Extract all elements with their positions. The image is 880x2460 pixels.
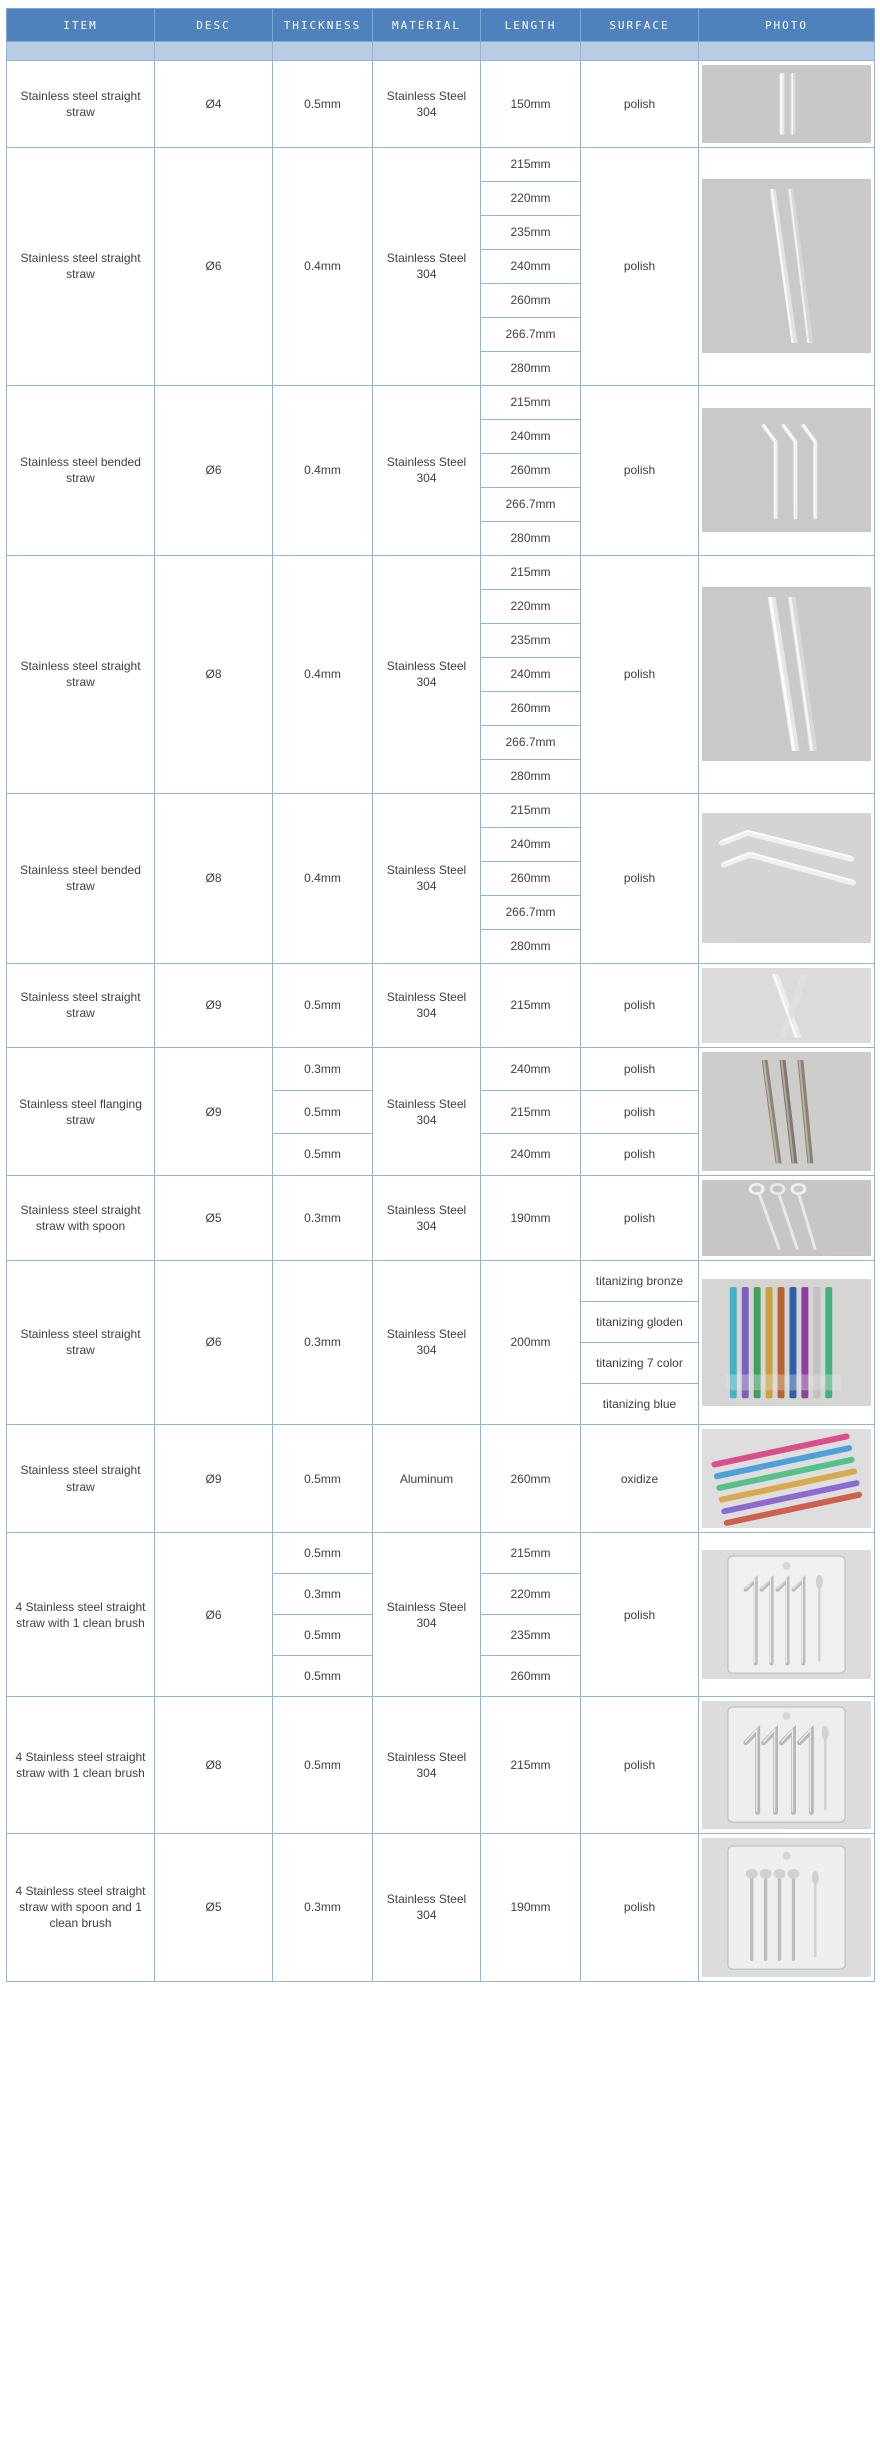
cell-length: 220mm <box>481 1574 581 1615</box>
cell-desc: Ø6 <box>155 1260 273 1424</box>
cell-material: Stainless Steel 304 <box>373 963 481 1048</box>
cell-thickness: 0.3mm <box>273 1260 373 1424</box>
cell-length: 215mm <box>481 385 581 419</box>
product-photo-long-straight-straws <box>702 179 871 353</box>
cell-length: 215mm <box>481 793 581 827</box>
cell-desc: Ø6 <box>155 385 273 555</box>
cell-desc: Ø9 <box>155 1424 273 1532</box>
cell-photo <box>699 61 875 148</box>
cell-photo <box>699 1533 875 1697</box>
cell-length: 190mm <box>481 1833 581 1981</box>
straw-illustration <box>702 408 871 532</box>
cell-material: Aluminum <box>373 1424 481 1532</box>
product-photo-thick-bended-straws <box>702 813 871 942</box>
product-photo-blister-pack-set <box>702 1550 871 1679</box>
cell-photo <box>699 1697 875 1833</box>
cell-surface: titanizing gloden <box>581 1301 699 1342</box>
cell-thickness: 0.5mm <box>273 1424 373 1532</box>
cell-thickness: 0.3mm <box>273 1574 373 1615</box>
cell-surface: polish <box>581 793 699 963</box>
cell-desc: Ø9 <box>155 1048 273 1176</box>
column-header-material: MATERIAL <box>373 9 481 42</box>
cell-thickness: 0.3mm <box>273 1176 373 1261</box>
table-row <box>7 147 875 181</box>
cell-material: Stainless Steel 304 <box>373 1048 481 1176</box>
band-cell <box>699 42 875 61</box>
cell-length: 266.7mm <box>481 317 581 351</box>
cell-photo <box>699 147 875 385</box>
product-photo-flanging-straws <box>702 1052 871 1171</box>
band-cell <box>7 42 155 61</box>
cell-thickness: 0.3mm <box>273 1833 373 1981</box>
band-cell <box>581 42 699 61</box>
spec-sheet <box>0 8 880 1996</box>
cell-item: Stainless steel straight straw <box>7 1260 155 1424</box>
cell-photo <box>699 1424 875 1532</box>
product-photo-blister-pack-set-thick <box>702 1701 871 1828</box>
cell-surface: polish <box>581 1090 699 1133</box>
cell-photo <box>699 1048 875 1176</box>
cell-length: 190mm <box>481 1176 581 1261</box>
cell-surface: polish <box>581 555 699 793</box>
cell-surface: polish <box>581 385 699 555</box>
cell-item: Stainless steel flanging straw <box>7 1048 155 1176</box>
cell-material: Stainless Steel 304 <box>373 1833 481 1981</box>
cell-thickness: 0.4mm <box>273 793 373 963</box>
cell-length: 240mm <box>481 1133 581 1176</box>
straw-illustration <box>702 813 871 942</box>
cell-item: Stainless steel bended straw <box>7 385 155 555</box>
straw-illustration <box>702 968 871 1044</box>
cell-material: Stainless Steel 304 <box>373 385 481 555</box>
cell-length: 240mm <box>481 249 581 283</box>
cell-surface: polish <box>581 1176 699 1261</box>
cell-desc: Ø6 <box>155 1533 273 1697</box>
cell-thickness: 0.4mm <box>273 555 373 793</box>
cell-thickness: 0.5mm <box>273 1615 373 1656</box>
cell-item: 4 Stainless steel straight straw with 1 clean brush <box>7 1697 155 1833</box>
cell-material: Stainless Steel 304 <box>373 147 481 385</box>
cell-surface: polish <box>581 147 699 385</box>
column-header-thickness: THICKNESS <box>273 9 373 42</box>
cell-desc: Ø6 <box>155 147 273 385</box>
cell-item: 4 Stainless steel straight straw with 1 clean brush <box>7 1533 155 1697</box>
table-row <box>7 555 875 589</box>
cell-item: Stainless steel straight straw <box>7 555 155 793</box>
cell-item: Stainless steel straight straw <box>7 147 155 385</box>
cell-length: 280mm <box>481 929 581 963</box>
straw-illustration <box>702 65 871 143</box>
cell-length: 235mm <box>481 623 581 657</box>
cell-length: 260mm <box>481 1656 581 1697</box>
blister-pack-illustration <box>702 1701 871 1828</box>
cell-desc: Ø5 <box>155 1176 273 1261</box>
cell-material: Stainless Steel 304 <box>373 61 481 148</box>
cell-length: 260mm <box>481 453 581 487</box>
column-header-desc: DESC <box>155 9 273 42</box>
table-row <box>7 963 875 1048</box>
band-cell <box>481 42 581 61</box>
cell-length: 215mm <box>481 963 581 1048</box>
cell-thickness: 0.4mm <box>273 385 373 555</box>
cell-thickness: 0.5mm <box>273 1656 373 1697</box>
blister-pack-illustration <box>702 1838 871 1977</box>
cell-item: 4 Stainless steel straight straw with spoon and 1 clean brush <box>7 1833 155 1981</box>
cell-length: 200mm <box>481 1260 581 1424</box>
cell-length: 215mm <box>481 1697 581 1833</box>
cell-desc: Ø8 <box>155 555 273 793</box>
cell-surface: titanizing blue <box>581 1383 699 1424</box>
cell-material: Stainless Steel 304 <box>373 793 481 963</box>
straw-illustration <box>702 179 871 353</box>
cell-material: Stainless Steel 304 <box>373 1533 481 1697</box>
product-photo-spoon-straws <box>702 1180 871 1256</box>
cell-material: Stainless Steel 304 <box>373 1697 481 1833</box>
sheet-bottom-spacer <box>0 1982 880 1996</box>
cell-thickness: 0.5mm <box>273 61 373 148</box>
cell-desc: Ø9 <box>155 963 273 1048</box>
cell-length: 215mm <box>481 1533 581 1574</box>
table-row <box>7 793 875 827</box>
cell-thickness: 0.3mm <box>273 1048 373 1091</box>
product-photo-aluminum-colored-straws <box>702 1429 871 1528</box>
header-accent-band <box>7 42 875 61</box>
cell-length: 260mm <box>481 861 581 895</box>
cell-photo <box>699 963 875 1048</box>
cell-item: Stainless steel straight straw <box>7 963 155 1048</box>
table-row <box>7 1260 875 1301</box>
cell-length: 220mm <box>481 181 581 215</box>
cell-surface: polish <box>581 963 699 1048</box>
cell-material: Stainless Steel 304 <box>373 1176 481 1261</box>
cell-length: 260mm <box>481 1424 581 1532</box>
straw-illustration <box>702 1052 871 1171</box>
straw-illustration <box>702 587 871 761</box>
band-cell <box>273 42 373 61</box>
cell-desc: Ø8 <box>155 1697 273 1833</box>
cell-desc: Ø5 <box>155 1833 273 1981</box>
band-cell <box>373 42 481 61</box>
cell-thickness: 0.5mm <box>273 963 373 1048</box>
product-photo-titanizing-straws <box>702 1279 871 1406</box>
cell-length: 280mm <box>481 759 581 793</box>
cell-item: Stainless steel straight straw <box>7 61 155 148</box>
cell-length: 240mm <box>481 657 581 691</box>
cell-length: 215mm <box>481 1090 581 1133</box>
product-photo-bended-straws <box>702 408 871 532</box>
cell-photo <box>699 793 875 963</box>
table-row <box>7 1176 875 1261</box>
cell-length: 260mm <box>481 283 581 317</box>
blister-pack-illustration <box>702 1550 871 1679</box>
cell-desc: Ø4 <box>155 61 273 148</box>
cell-photo <box>699 1176 875 1261</box>
cell-surface: polish <box>581 1048 699 1091</box>
table-row <box>7 61 875 148</box>
cell-photo <box>699 385 875 555</box>
cell-length: 215mm <box>481 555 581 589</box>
table-header-row <box>7 9 875 42</box>
cell-length: 240mm <box>481 1048 581 1091</box>
cell-thickness: 0.5mm <box>273 1533 373 1574</box>
cell-length: 235mm <box>481 1615 581 1656</box>
cell-length: 240mm <box>481 827 581 861</box>
product-photo-thick-straight-straws <box>702 587 871 761</box>
cell-item: Stainless steel straight straw <box>7 1424 155 1532</box>
table-row <box>7 1424 875 1532</box>
straw-illustration <box>702 1180 871 1256</box>
table-row <box>7 1833 875 1981</box>
cell-length: 266.7mm <box>481 487 581 521</box>
cell-length: 266.7mm <box>481 895 581 929</box>
cell-photo <box>699 1833 875 1981</box>
cell-material: Stainless Steel 304 <box>373 555 481 793</box>
table-row <box>7 1533 875 1574</box>
cell-length: 280mm <box>481 521 581 555</box>
cell-surface: polish <box>581 1833 699 1981</box>
cell-surface: titanizing bronze <box>581 1260 699 1301</box>
cell-item: Stainless steel straight straw with spoon <box>7 1176 155 1261</box>
cell-length: 266.7mm <box>481 725 581 759</box>
cell-length: 280mm <box>481 351 581 385</box>
straw-illustration <box>702 1279 871 1406</box>
table-row <box>7 385 875 419</box>
band-cell <box>155 42 273 61</box>
cell-surface: polish <box>581 1533 699 1697</box>
column-header-photo: PHOTO <box>699 9 875 42</box>
cell-surface: oxidize <box>581 1424 699 1532</box>
product-spec-table <box>6 8 875 1982</box>
cell-length: 235mm <box>481 215 581 249</box>
cell-item: Stainless steel bended straw <box>7 793 155 963</box>
cell-length: 215mm <box>481 147 581 181</box>
cell-surface: polish <box>581 1133 699 1176</box>
cell-photo <box>699 1260 875 1424</box>
straw-illustration <box>702 1429 871 1528</box>
column-header-length: LENGTH <box>481 9 581 42</box>
cell-surface: polish <box>581 1697 699 1833</box>
product-photo-straight-straws <box>702 65 871 143</box>
cell-length: 240mm <box>481 419 581 453</box>
cell-length: 150mm <box>481 61 581 148</box>
cell-length: 220mm <box>481 589 581 623</box>
column-header-surface: SURFACE <box>581 9 699 42</box>
cell-material: Stainless Steel 304 <box>373 1260 481 1424</box>
cell-thickness: 0.4mm <box>273 147 373 385</box>
product-photo-crossed-straws <box>702 968 871 1044</box>
cell-photo <box>699 555 875 793</box>
cell-thickness: 0.5mm <box>273 1697 373 1833</box>
product-photo-blister-pack-spoon-set <box>702 1838 871 1977</box>
cell-thickness: 0.5mm <box>273 1133 373 1176</box>
table-row <box>7 1048 875 1091</box>
cell-surface: titanizing 7 color <box>581 1342 699 1383</box>
cell-thickness: 0.5mm <box>273 1090 373 1133</box>
cell-surface: polish <box>581 61 699 148</box>
cell-length: 260mm <box>481 691 581 725</box>
column-header-item: ITEM <box>7 9 155 42</box>
cell-desc: Ø8 <box>155 793 273 963</box>
table-row <box>7 1697 875 1833</box>
